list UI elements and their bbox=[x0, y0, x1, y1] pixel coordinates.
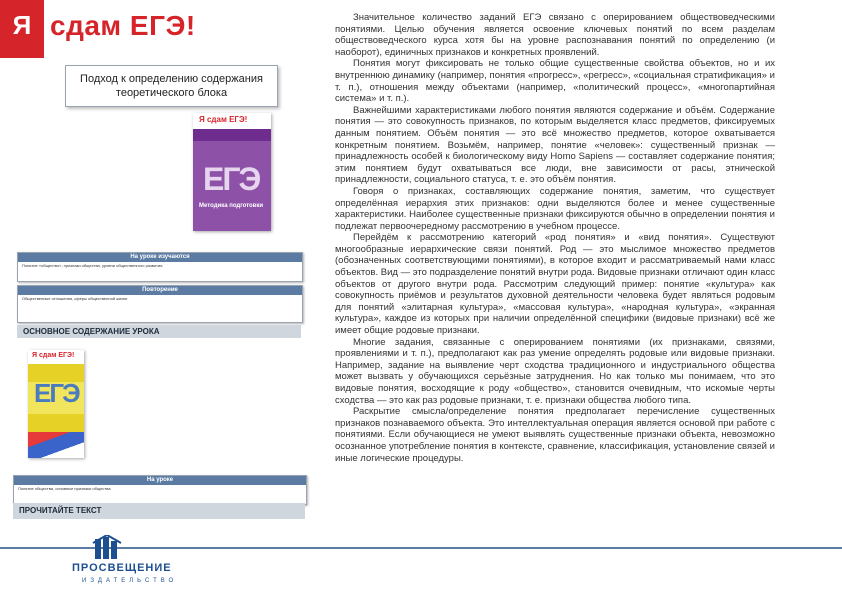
book2-stripes bbox=[28, 432, 84, 458]
paragraph-4: Говоря о признаках, составляющих содержание понятия, заметим, что существует определённая иерархия этих признаков: одни выделяются более и менее существенные характеристики. Наиболее существенные признаки фиксируются обычно в определении понятия и подлежат первоочередному рассмотрению в учебном процессе. bbox=[335, 185, 775, 232]
publisher-subtitle: ИЗДАТЕЛЬСТВО bbox=[82, 578, 178, 584]
book2-title: ЕГЭ bbox=[34, 378, 79, 408]
book1-series: Я сдам ЕГЭ! bbox=[199, 115, 248, 124]
section-read-text: ПРОЧИТАЙТЕ ТЕКСТ bbox=[13, 503, 305, 519]
panel-review-text: Общественные отношения, сферы общественной жизни bbox=[22, 296, 128, 301]
book1-ribbon bbox=[193, 129, 271, 141]
panel-review-title: Повторение bbox=[18, 286, 302, 295]
paragraph-1: Значительное количество заданий ЕГЭ связано с оперированием обществоведческими понятиями. Целью обучения является освоение ключевых понятий по всем разделам обществоведческого курса хотя бы на уровне распознавания понятий по определению (и наоборот), единичных признаков и конкретных проявлений. bbox=[335, 12, 775, 58]
lesson-panel-in-class bbox=[13, 475, 307, 505]
paragraph-5: Перейдём к рассмотрению категорий «род понятия» и «вид понятия». Существуют многообразные иерархические связи понятий. Род — это мыслимое множество предметов (обозначенных соответствующими понятиями), в которое входит и рассматриваемый нами класс объектов. Вид — это подразделение понятий внутри рода. Видовые признаки отличают один класс объектов от другого внутри рода. Рассмотрим следующий пример: понятие «культура» как совокупность приёмов и результатов духовной деятельности человека будет являться родовым для понятий «элитарная культура», «массовая культура», «народная культура», «экранная культура», каждое из которых при наличии определённой специфики (видовые признаки) всё же имеет общие родовые признаки. bbox=[335, 232, 775, 337]
book-cover-workbook bbox=[28, 350, 84, 458]
paragraph-7: Раскрытие смысла/определение понятия предполагает перечисление существенных признаков познаваемого объекта. Это интеллектуальная операция является основой при работе с понятиями. Если обучающиеся не умеют выявлять существенные признаки объекта, невозможно осознанное употребление понятия в контексте, сравнение, классификация, установление связей и иные логические процедуры. bbox=[335, 406, 775, 464]
book2-series: Я сдам ЕГЭ! bbox=[32, 352, 75, 359]
brand-title: сдам ЕГЭ! bbox=[50, 10, 196, 41]
callout-line-1: Подход к определению содержания bbox=[80, 73, 263, 85]
publisher-name: ПРОСВЕЩЕНИЕ bbox=[72, 562, 172, 574]
lesson-panel-review bbox=[17, 285, 303, 323]
brand-logo-letter: Я bbox=[0, 0, 44, 58]
textbook-page bbox=[335, 12, 775, 464]
panel-in-class-title: На уроке bbox=[14, 476, 306, 485]
book-cover-methodology bbox=[193, 113, 271, 231]
panel-in-class-text: Понятие общества, основные признаки общества bbox=[18, 486, 111, 491]
callout-line-2: теоретического блока bbox=[115, 87, 228, 99]
book2-body bbox=[28, 364, 84, 458]
book1-body bbox=[193, 141, 271, 231]
book1-subtitle: Методика подготовки bbox=[199, 203, 264, 209]
section-main-content: ОСНОВНОЕ СОДЕРЖАНИЕ УРОКА bbox=[17, 325, 301, 338]
paragraph-2: Понятия могут фиксировать не только общие существенные свойства объектов, но и их внутреннюю динамику (например, понятия «прогресс», «регресс», «социальная стратификация» и т. п.), отношения между объектами (например, «политический процесс», «многопартийная система» и т. п.). bbox=[335, 58, 775, 105]
publisher-logo-icon bbox=[75, 535, 139, 563]
topic-callout bbox=[65, 65, 278, 107]
lesson-panel-topics bbox=[17, 252, 303, 282]
book1-title: ЕГЭ bbox=[203, 161, 260, 197]
paragraph-6: Многие задания, связанные с оперированием понятиями (их признаками, связями, проявлениями и т. п.), предполагают как раз умение определять родовые или видовые признаки. Например, задание на выявление черт сходства традиционного и индустриального общества может вызвать у обучающихся серьёзные затруднения. Но как только мы понимаем, что это видовые понятия, восходящие к роду «общество», становится очевидным, что искомые черты сходства — это как раз родовые признаки, т. е. признаки общества любого типа. bbox=[335, 336, 775, 406]
panel-topics-title: На уроке изучаются bbox=[18, 253, 302, 262]
paragraph-3: Важнейшими характеристиками любого понятия являются содержание и объём. Содержание понятия — это совокупность признаков, по которым выделяется класс предметов, фиксируемых данным понятием. Объём понятия — это всё множество предметов, которое охватывается конкретным понятием. Возьмём, например, понятие «человек»: существенный признак — принадлежность особей к биологическому виду Homo Sapiens — составляет содержание понятия; этим понятием будут охватываться все люди, вне зависимости от расы, этнической принадлежности, социального статуса, т. е. это объём понятия. bbox=[335, 104, 775, 186]
panel-topics-text: Понятие «общество», признаки общества, уровни общественного развития bbox=[22, 263, 163, 268]
